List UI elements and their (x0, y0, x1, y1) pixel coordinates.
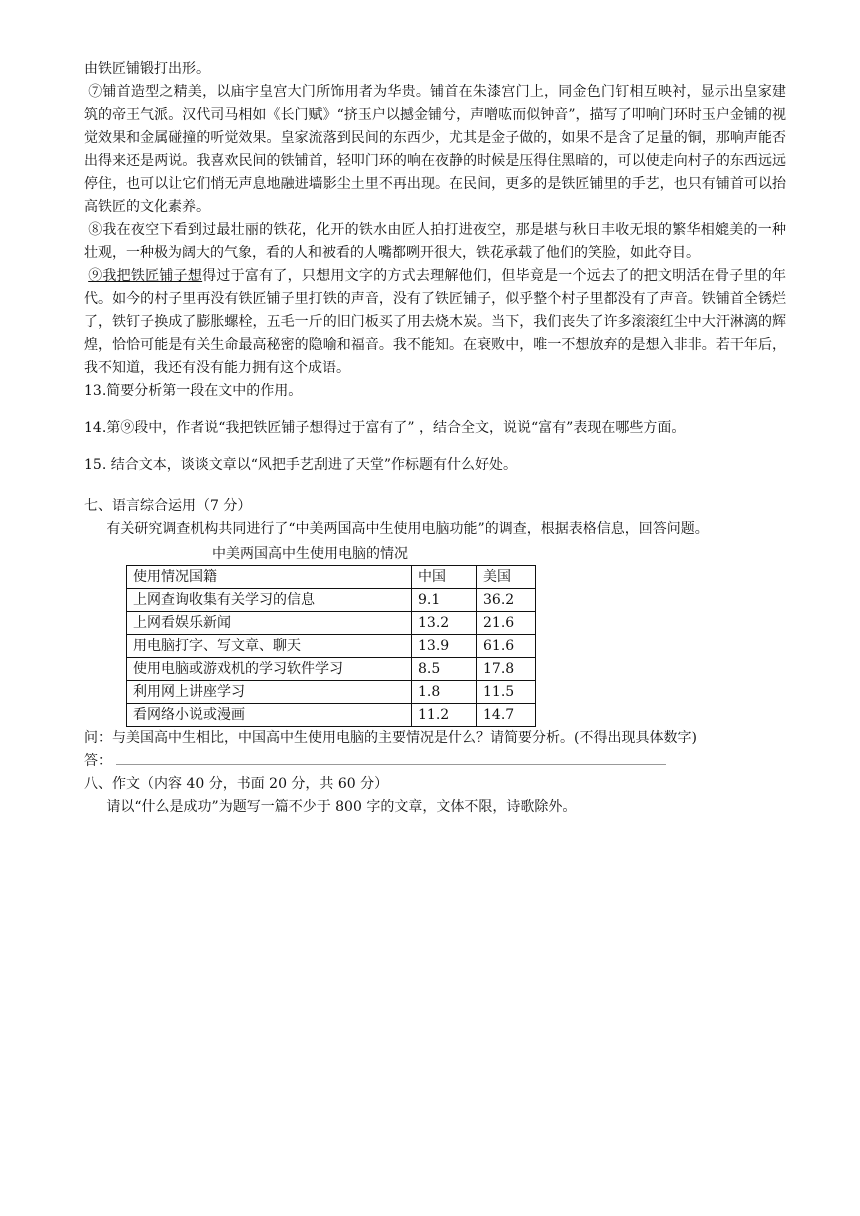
table-row (127, 681, 536, 704)
table-cell: 13.9 (412, 635, 477, 658)
section-7-intro: 有关研究调查机构共同进行了“中美两国高中生使用电脑功能”的调查，根据表格信息，回答问题。 (106, 521, 709, 537)
table-cell: 上网看娱乐新闻 (127, 612, 412, 635)
table-header-cell: 使用情况国籍 (127, 566, 412, 589)
table-row (127, 658, 536, 681)
passage-line-top: 由铁匠铺锻打出形。 (84, 61, 210, 77)
section-8-heading: 八、作文（内容 40 分，书面 20 分，共 60 分） (84, 776, 389, 792)
table-cell: 1.8 (412, 681, 477, 704)
usage-table (126, 565, 536, 727)
passage-paragraph-7: ⑦铺首造型之精美，以庙宇皇宫大门所饰用者为华贵。铺首在朱漆宫门上，同金色门钉相互映衬，显示出皇家建筑的帝王气派。汉代司马相如《长门赋》“挤玉户以撼金铺兮，声噌吰而似钟音”，描写了叩响门环时玉户金铺的视觉效果和金属碰撞的听觉效果。皇家流落到民间的东西少，尤其是金子做的，如果不是含了足量的铜，那响声能否出得来还是两说。我喜欢民间的铁铺首，轻叩门环的响在夜静的时候是压得住黑暗的，可以使走向村子的东西远远停住，也可以让它们悄无声息地融进墙影尘土里不再出现。在民间，更多的是铁匠铺里的手艺，也只有铺首可以抬高铁匠的文化素养。 (84, 84, 786, 215)
paragraph-9-text: 得过于富有了，只想用文字的方式去理解他们，但毕竟是一个远去了的把文明活在骨子里的年代。如今的村子里再没有铁匠铺子里打铁的声音，没有了铁匠铺子，似乎整个村子里都没有了声音。铁铺首全锈烂了，铁钉子换成了膨胀螺栓，五毛一斤的旧门板买了用去烧木炭。当下，我们丧失了许多滚滚红尘中大汗淋漓的辉煌，恰恰可能是有关生命最高秘密的隐喻和福音。我不能知。在衰败中，唯一不想放弃的是想入非非。若干年后，我不知道，我还有没有能力拥有这个成语。 (84, 268, 786, 376)
exam-page (84, 58, 786, 819)
table-cell: 11.5 (477, 681, 536, 704)
table-cell: 21.6 (477, 612, 536, 635)
answer-line[interactable] (116, 752, 666, 765)
table-title: 中美两国高中生使用电脑的情况 (212, 546, 408, 562)
table-row (127, 589, 536, 612)
table-cell: 17.8 (477, 658, 536, 681)
section-7-heading: 七、语言综合运用（7 分） (84, 498, 252, 514)
table-cell: 上网查询收集有关学习的信息 (127, 589, 412, 612)
question-15: 15. 结合文本，谈谈文章以“风把手艺刮进了天堂”作标题有什么好处。 (84, 457, 518, 473)
table-cell: 8.5 (412, 658, 477, 681)
table-cell: 14.7 (477, 704, 536, 727)
table-cell: 用电脑打字、写文章、聊天 (127, 635, 412, 658)
table-row (127, 612, 536, 635)
table-cell: 看网络小说或漫画 (127, 704, 412, 727)
table-cell: 使用电脑或游戏机的学习软件学习 (127, 658, 412, 681)
table-cell: 36.2 (477, 589, 536, 612)
table-cell: 利用网上讲座学习 (127, 681, 412, 704)
passage-paragraph-9 (84, 265, 786, 380)
question-14: 14.第⑨段中，作者说“我把铁匠铺子想得过于富有了” ，结合全文，说说“富有”表现在哪些方面。 (84, 420, 686, 436)
table-row (127, 704, 536, 727)
answer-label: 答： (84, 753, 112, 769)
underlined-phrase: ⑨我把铁匠铺子想 (88, 268, 203, 284)
table-cell: 61.6 (477, 635, 536, 658)
table-header-row (127, 566, 536, 589)
table-cell: 11.2 (412, 704, 477, 727)
table-header-cell: 中国 (412, 566, 477, 589)
table-header-cell: 美国 (477, 566, 536, 589)
table-cell: 9.1 (412, 589, 477, 612)
table-cell: 13.2 (412, 612, 477, 635)
question-13: 13.简要分析第一段在文中的作用。 (84, 383, 303, 399)
answer-row (84, 750, 786, 773)
passage-paragraph-8: ⑧我在夜空下看到过最壮丽的铁花，化开的铁水由匠人拍打进夜空，那是堪与秋日丰收无垠的繁华相媲美的一种壮观，一种极为阔大的气象，看的人和被看的人嘴都咧开很大，铁花承载了他们的笑脸，如此夺目。 (84, 222, 786, 261)
section-7-question: 问：与美国高中生相比，中国高中生使用电脑的主要情况是什么？请简要分析。(不得出现具体数字) (84, 730, 697, 746)
table-row (127, 635, 536, 658)
essay-prompt: 请以“什么是成功”为题写一篇不少于 800 字的文章，文体不限，诗歌除外。 (106, 799, 577, 815)
